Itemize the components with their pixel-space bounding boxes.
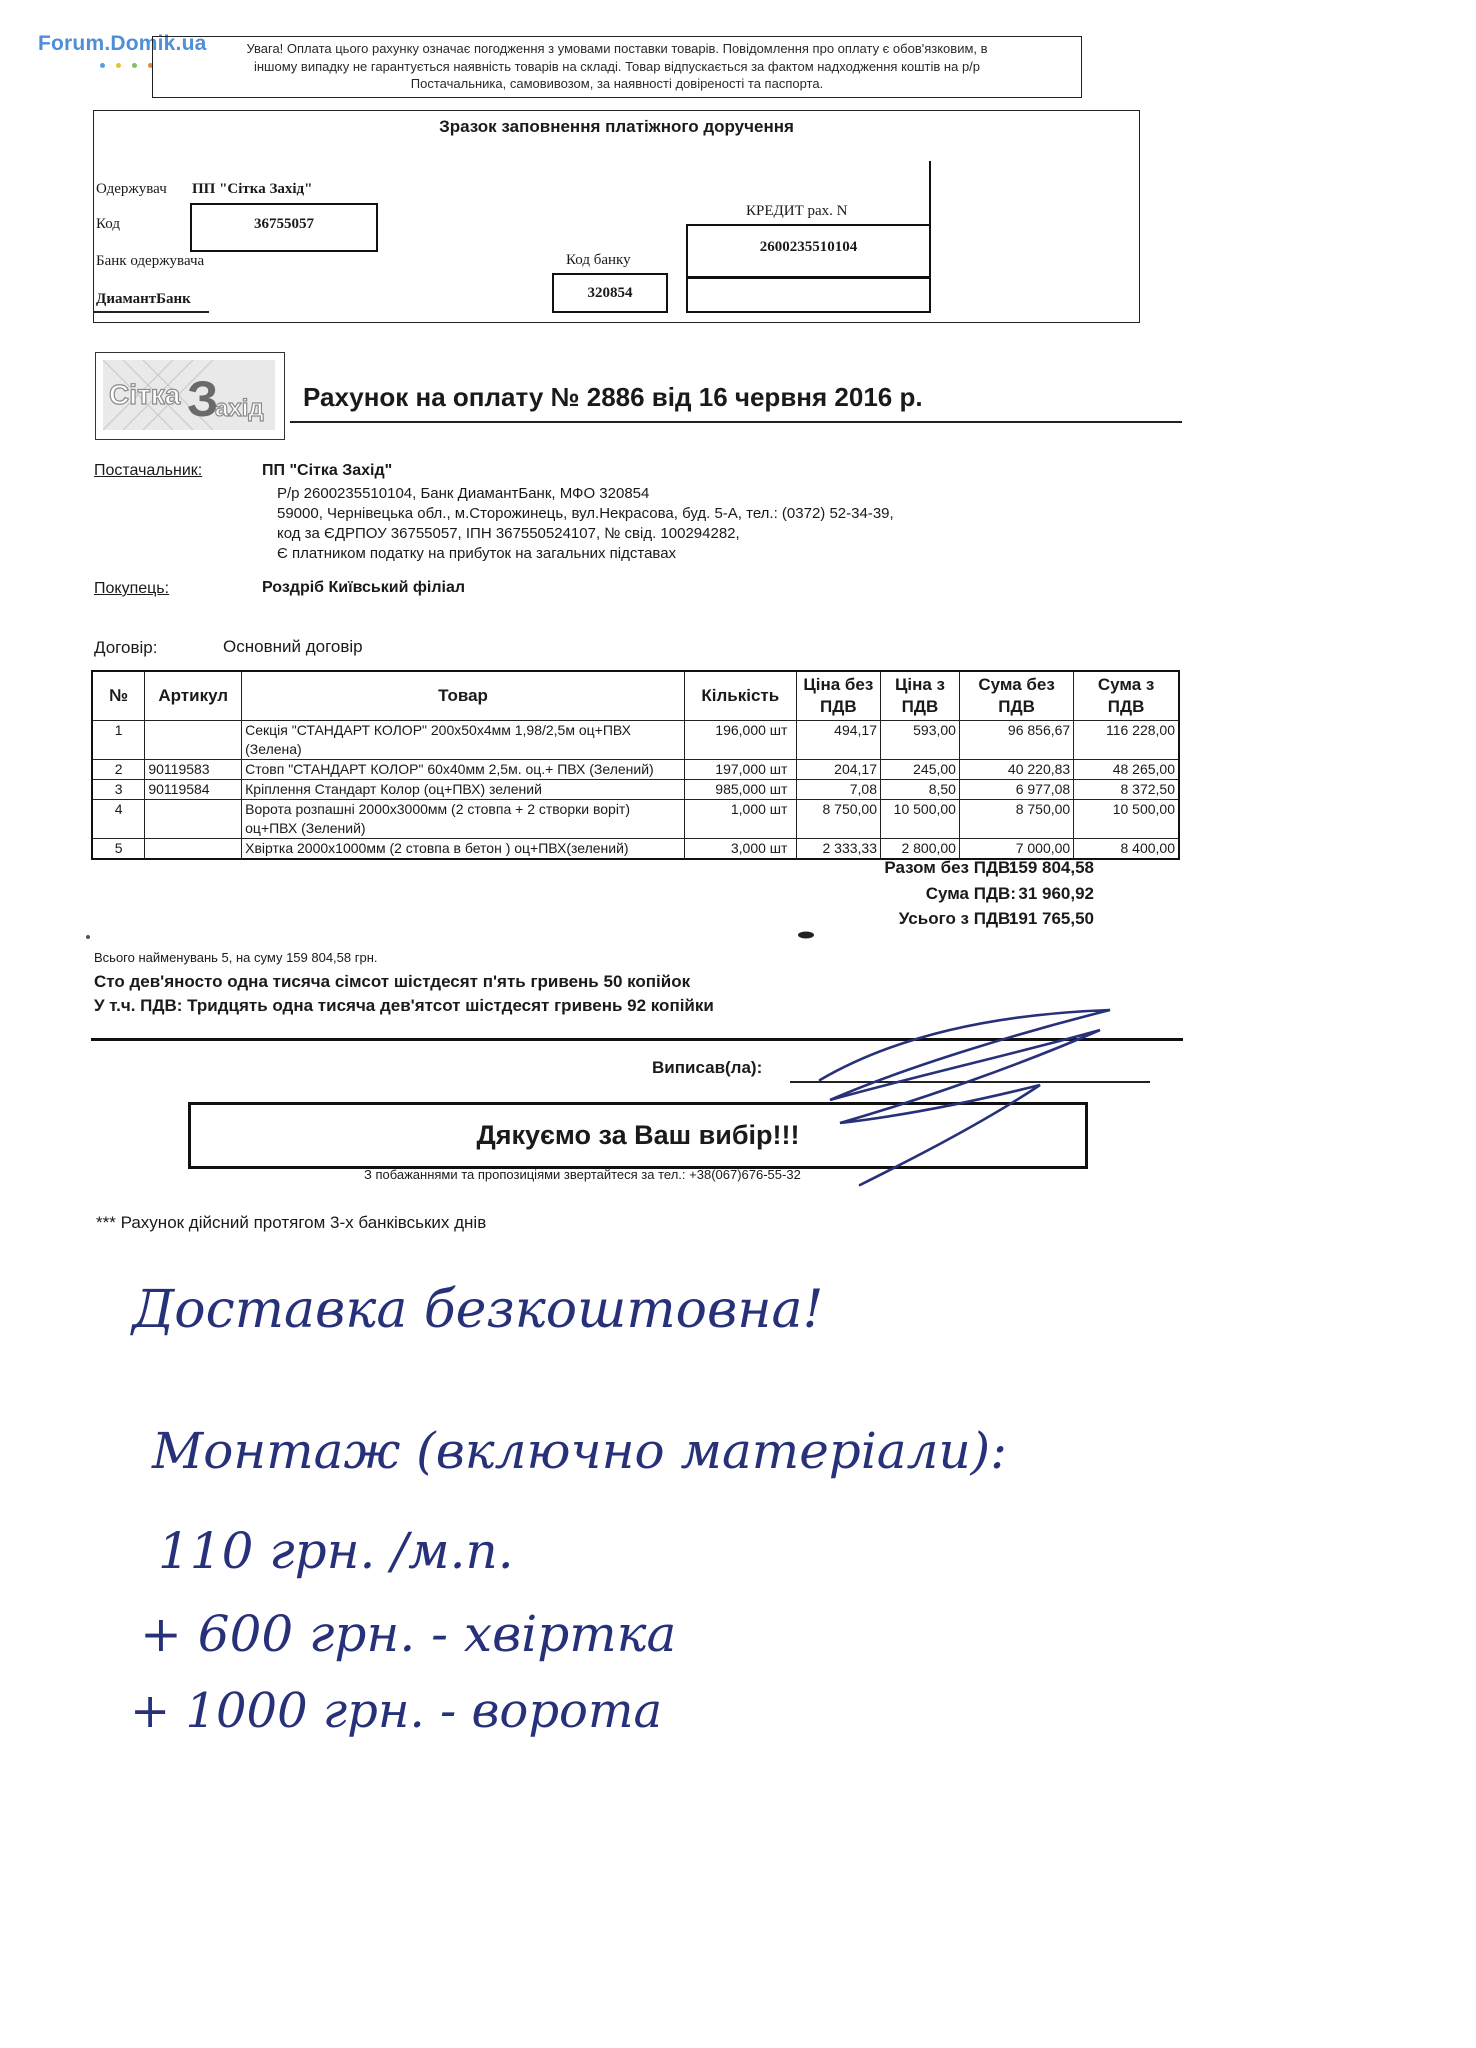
table-row — [92, 839, 1179, 860]
credit-label: КРЕДИТ рах. N — [746, 203, 848, 219]
row-price-vat: 2 800,00 — [880, 839, 959, 860]
row-quantity — [684, 721, 796, 760]
credit-empty-box — [686, 277, 931, 313]
contract-label: Договір: — [94, 638, 158, 657]
buyer-label: Покупець: — [94, 580, 170, 597]
issued-by-label: Виписав(ла): — [652, 1058, 763, 1077]
bank-value: ДиамантБанк — [96, 291, 191, 307]
col-product: Товар — [242, 671, 685, 721]
row-sku: 90119583 — [145, 760, 242, 780]
row-sum: 8 750,00 — [959, 800, 1073, 839]
row-sku — [145, 800, 242, 839]
handwritten-price-per-meter: 110 грн. /м.п. — [158, 1522, 514, 1580]
row-unit: шт — [769, 801, 788, 817]
col-sum-vat: Сума з ПДВ — [1074, 671, 1179, 721]
row-unit: шт — [769, 761, 788, 777]
row-sum-vat: 10 500,00 — [1074, 800, 1179, 839]
handwritten-delivery: Доставка безкоштовна! — [132, 1280, 824, 1340]
items-table — [91, 670, 1180, 860]
row-price-vat: 10 500,00 — [880, 800, 959, 839]
col-number: № — [92, 671, 145, 721]
row-product: Ворота розпашні 2000х3000мм (2 стовпа + 2 створки воріт) оц+ПВХ (Зелений) — [242, 800, 685, 839]
row-price-vat: 8,50 — [880, 780, 959, 800]
total-with-vat-label: Усього з ПДВ: — [898, 909, 1016, 928]
row-price: 7,08 — [796, 780, 880, 800]
row-sum: 7 000,00 — [959, 839, 1073, 860]
code-value: 36755057 — [254, 216, 314, 232]
table-row — [92, 800, 1179, 839]
contact-line: З побажаннями та пропозиціями звертайтеся за тел.: +38(067)676-55-32 — [364, 1167, 801, 1182]
supplier-label: Постачальник: — [94, 462, 203, 479]
row-price: 2 333,33 — [796, 839, 880, 860]
table-row — [92, 721, 1179, 760]
row-sku — [145, 839, 242, 860]
row-price-vat: 593,00 — [880, 721, 959, 760]
row-quantity — [684, 780, 796, 800]
logo-text-2: З — [187, 371, 219, 427]
title-rule — [290, 421, 1182, 423]
vat-sum-value: 31 960,92 — [1018, 884, 1094, 903]
row-sum-vat: 8 372,50 — [1074, 780, 1179, 800]
row-sum-vat: 116 228,00 — [1074, 721, 1179, 760]
recipient-value: ПП "Сітка Захід" — [192, 181, 313, 197]
payment-notice — [152, 36, 1082, 98]
company-logo — [103, 360, 275, 430]
row-sum: 40 220,83 — [959, 760, 1073, 780]
row-quantity — [684, 760, 796, 780]
row-product: Кріплення Стандарт Колор (оц+ПВХ) зелений — [242, 780, 685, 800]
col-sum: Сума без ПДВ — [959, 671, 1073, 721]
code-label: Код — [96, 216, 120, 232]
thanks-banner: Дякуємо за Ваш вибір!!! — [188, 1102, 1088, 1169]
col-quantity: Кількість — [684, 671, 796, 721]
notice-line: іншому випадку не гарантується наявність товарів на складі. Товар відпускається за фактом надходження коштів на р/р — [253, 58, 981, 74]
row-quantity — [684, 839, 796, 860]
supplier-detail-line: код за ЄДРПОУ 36755057, ІПН 367550524107, № свід. 100294282, — [277, 525, 740, 542]
row-qty-value: 3,000 — [730, 840, 766, 856]
row-product: Хвіртка 2000х1000мм (2 стовпа в бетон ) оц+ПВХ(зелений) — [242, 839, 685, 860]
vat-in-words: У т.ч. ПДВ: Тридцять одна тисяча дев'ятсот шістдесят гривень 92 копійки — [94, 996, 714, 1015]
notice-line: Увага! Оплата цього рахунку означає погодження з умовами поставки товарів. Повідомлення про оплату є обов'язковим, в — [246, 41, 988, 56]
row-qty-value: 196,000 — [715, 722, 766, 738]
row-unit: шт — [769, 781, 788, 797]
payment-sample-title: Зразок заповнення платіжного доручення — [439, 117, 794, 136]
row-sku: 90119584 — [145, 780, 242, 800]
total-with-vat-value: 191 765,50 — [1008, 909, 1094, 928]
handwritten-gate-price: + 1000 грн. - ворота — [130, 1683, 663, 1739]
vat-sum-label: Сума ПДВ: — [925, 884, 1016, 903]
bank-label: Банк одержувача — [96, 253, 205, 269]
row-sum-vat: 8 400,00 — [1074, 839, 1179, 860]
row-unit: шт — [769, 840, 788, 856]
table-header-row — [92, 671, 1179, 721]
row-price: 494,17 — [796, 721, 880, 760]
col-sku: Артикул — [145, 671, 242, 721]
supplier-detail-line: Р/р 2600235510104, Банк ДиамантБанк, МФО 320854 — [277, 485, 650, 502]
logo-text-1: Сітка — [109, 379, 181, 410]
row-price-vat: 245,00 — [880, 760, 959, 780]
recipient-label: Одержувач — [96, 181, 167, 197]
handwritten-installation: Монтаж (включно матеріали): — [152, 1422, 1008, 1480]
supplier-name: ПП "Сітка Захід" — [262, 462, 393, 479]
bank-code-value: 320854 — [587, 285, 633, 301]
row-number: 2 — [92, 760, 145, 780]
row-number: 3 — [92, 780, 145, 800]
row-sum: 96 856,67 — [959, 721, 1073, 760]
table-row — [92, 780, 1179, 800]
bank-code-label: Код банку — [566, 252, 631, 268]
row-qty-value: 985,000 — [715, 781, 766, 797]
contract-value: Основний договір — [223, 637, 363, 656]
signature-scribble — [800, 1005, 1130, 1190]
col-price: Ціна без ПДВ — [796, 671, 880, 721]
row-number: 1 — [92, 721, 145, 760]
row-price: 204,17 — [796, 760, 880, 780]
items-count-line: Всього найменувань 5, на суму 159 804,58 грн. — [94, 950, 378, 965]
row-qty-value: 197,000 — [715, 761, 766, 777]
credit-divider — [929, 161, 931, 313]
row-unit: шт — [769, 722, 788, 738]
ink-spots — [78, 925, 818, 945]
forum-watermark: Forum.Domik.ua — [38, 32, 207, 55]
logo-text-3: ахід — [215, 395, 264, 422]
invoice-title: Рахунок на оплату № 2886 від 16 червня 2016 р. — [303, 382, 923, 412]
validity-note: *** Рахунок дійсний протягом 3-х банківських днів — [96, 1213, 487, 1232]
col-price-vat: Ціна з ПДВ — [880, 671, 959, 721]
supplier-detail-line: 59000, Чернівецька обл., м.Сторожинець, вул.Некрасова, буд. 5-А, тел.: (0372) 52-34-39, — [277, 505, 894, 522]
total-without-vat-value: 159 804,58 — [1008, 858, 1094, 877]
notice-line: Постачальника, самовивозом, за наявності довіреності та паспорта. — [410, 76, 824, 91]
total-in-words: Сто дев'яносто одна тисяча сімсот шістдесят п'ять гривень 50 копійок — [94, 972, 691, 991]
row-number: 4 — [92, 800, 145, 839]
row-quantity — [684, 800, 796, 839]
buyer-name: Роздріб Київський філіал — [262, 579, 466, 596]
row-number: 5 — [92, 839, 145, 860]
bank-underline — [94, 311, 209, 313]
supplier-detail-line: Є платником податку на прибуток на загальних підставах — [277, 545, 677, 562]
table-row — [92, 760, 1179, 780]
row-qty-value: 1,000 — [730, 801, 766, 817]
supplier-details — [277, 484, 894, 564]
payment-order-sample — [93, 110, 1140, 323]
row-price: 8 750,00 — [796, 800, 880, 839]
row-sku — [145, 721, 242, 760]
row-product: Секція "СТАНДАРТ КОЛОР" 200х50х4мм 1,98/2,5м оц+ПВХ (Зелена) — [242, 721, 685, 760]
handwritten-wicket-price: + 600 грн. - хвіртка — [140, 1605, 677, 1663]
total-without-vat-label: Разом без ПДВ: — [884, 858, 1016, 877]
row-sum: 6 977,08 — [959, 780, 1073, 800]
row-sum-vat: 48 265,00 — [1074, 760, 1179, 780]
credit-value: 2600235510104 — [759, 239, 858, 255]
row-product: Стовп "СТАНДАРТ КОЛОР" 60х40мм 2,5м. оц.+ ПВХ (Зелений) — [242, 760, 685, 780]
